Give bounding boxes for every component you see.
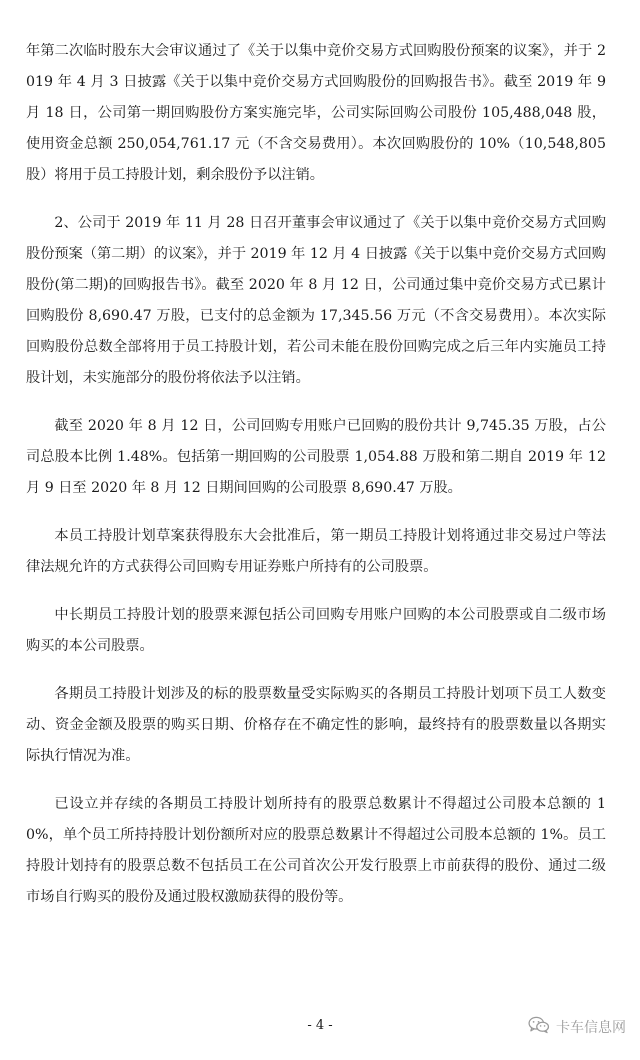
paragraph-5: 中长期员工持股计划的股票来源包括公司回购专用账户回购的本公司股票或自二级市场购买的本公司股票。 — [26, 607, 606, 654]
paragraph-1: 年第二次临时股东大会审议通过了《关于以集中竞价交易方式回购股份预案的议案》，并于 2019 年 4 月 3 日披露《关于以集中竞价交易方式回购股份的回购报告书》。截至 2019 年 9 月 18 日，公司第一期回购股份方案实施完毕，公司实际回购公司股份 105,488,048 股，使用资金总额 250,054,761.17 元（不含交易费用）。本次回购股份的 10%（10,548,805 股）将用于员工持股计划，剩余股份予以注销。 — [26, 43, 606, 183]
paragraph-2: 2、公司于 2019 年 11 月 28 日召开董事会审议通过了《关于以集中竞价交易方式回购股份预案（第二期）的议案》，并于 2019 年 12 月 4 日披露《关于以集中竞价交易方式回购股份(第二期)的回购报告书》。截至 2020 年 8 月 12 日，公司通过集中竞价交易方式已累计回购股份 8,690.47 万股，已支付的总金额为 17,345.56 万元（不含交易费用）。本次实际回购股份总数全部将用于员工持股计划，若公司未能在股份回购完成之后三年内实施员工持股计划，未实施部分的股份将依法予以注销。 — [26, 215, 606, 386]
page-number: - 4 - — [307, 1018, 333, 1033]
watermark-text: 卡车信息网 — [556, 1020, 626, 1036]
document-body — [26, 36, 606, 930]
watermark — [528, 1016, 626, 1038]
paragraph-3: 截至 2020 年 8 月 12 日，公司回购专用账户已回购的股份共计 9,745.35 万股，占公司总股本比例 1.48%。包括第一期回购的公司股票 1,054.88 万股和第二期自 2019 年 12 月 9 日至 2020 年 8 月 12 日期间回购的公司股票 8,690.47 万股。 — [26, 418, 606, 496]
paragraph-7: 已设立并存续的各期员工持股计划所持有的股票总数累计不得超过公司股本总额的 10%，单个员工所持持股计划份额所对应的股票总数累计不得超过公司股本总额的 1%。员工持股计划持有的股票总数不包括员工在公司首次公开发行股票上市前获得的股份、通过二级市场自行购买的股份及通过股权激励获得的股份等。 — [26, 796, 606, 905]
paragraph-6: 各期员工持股计划涉及的标的股票数量受实际购买的各期员工持股计划项下员工人数变动、资金金额及股票的购买日期、价格存在不确定性的影响，最终持有的股票数量以各期实际执行情况为准。 — [26, 686, 606, 764]
paragraph-4: 本员工持股计划草案获得股东大会批准后，第一期员工持股计划将通过非交易过户等法律法规允许的方式获得公司回购专用证券账户所持有的公司股票。 — [26, 528, 606, 575]
wechat-icon — [528, 1016, 550, 1038]
